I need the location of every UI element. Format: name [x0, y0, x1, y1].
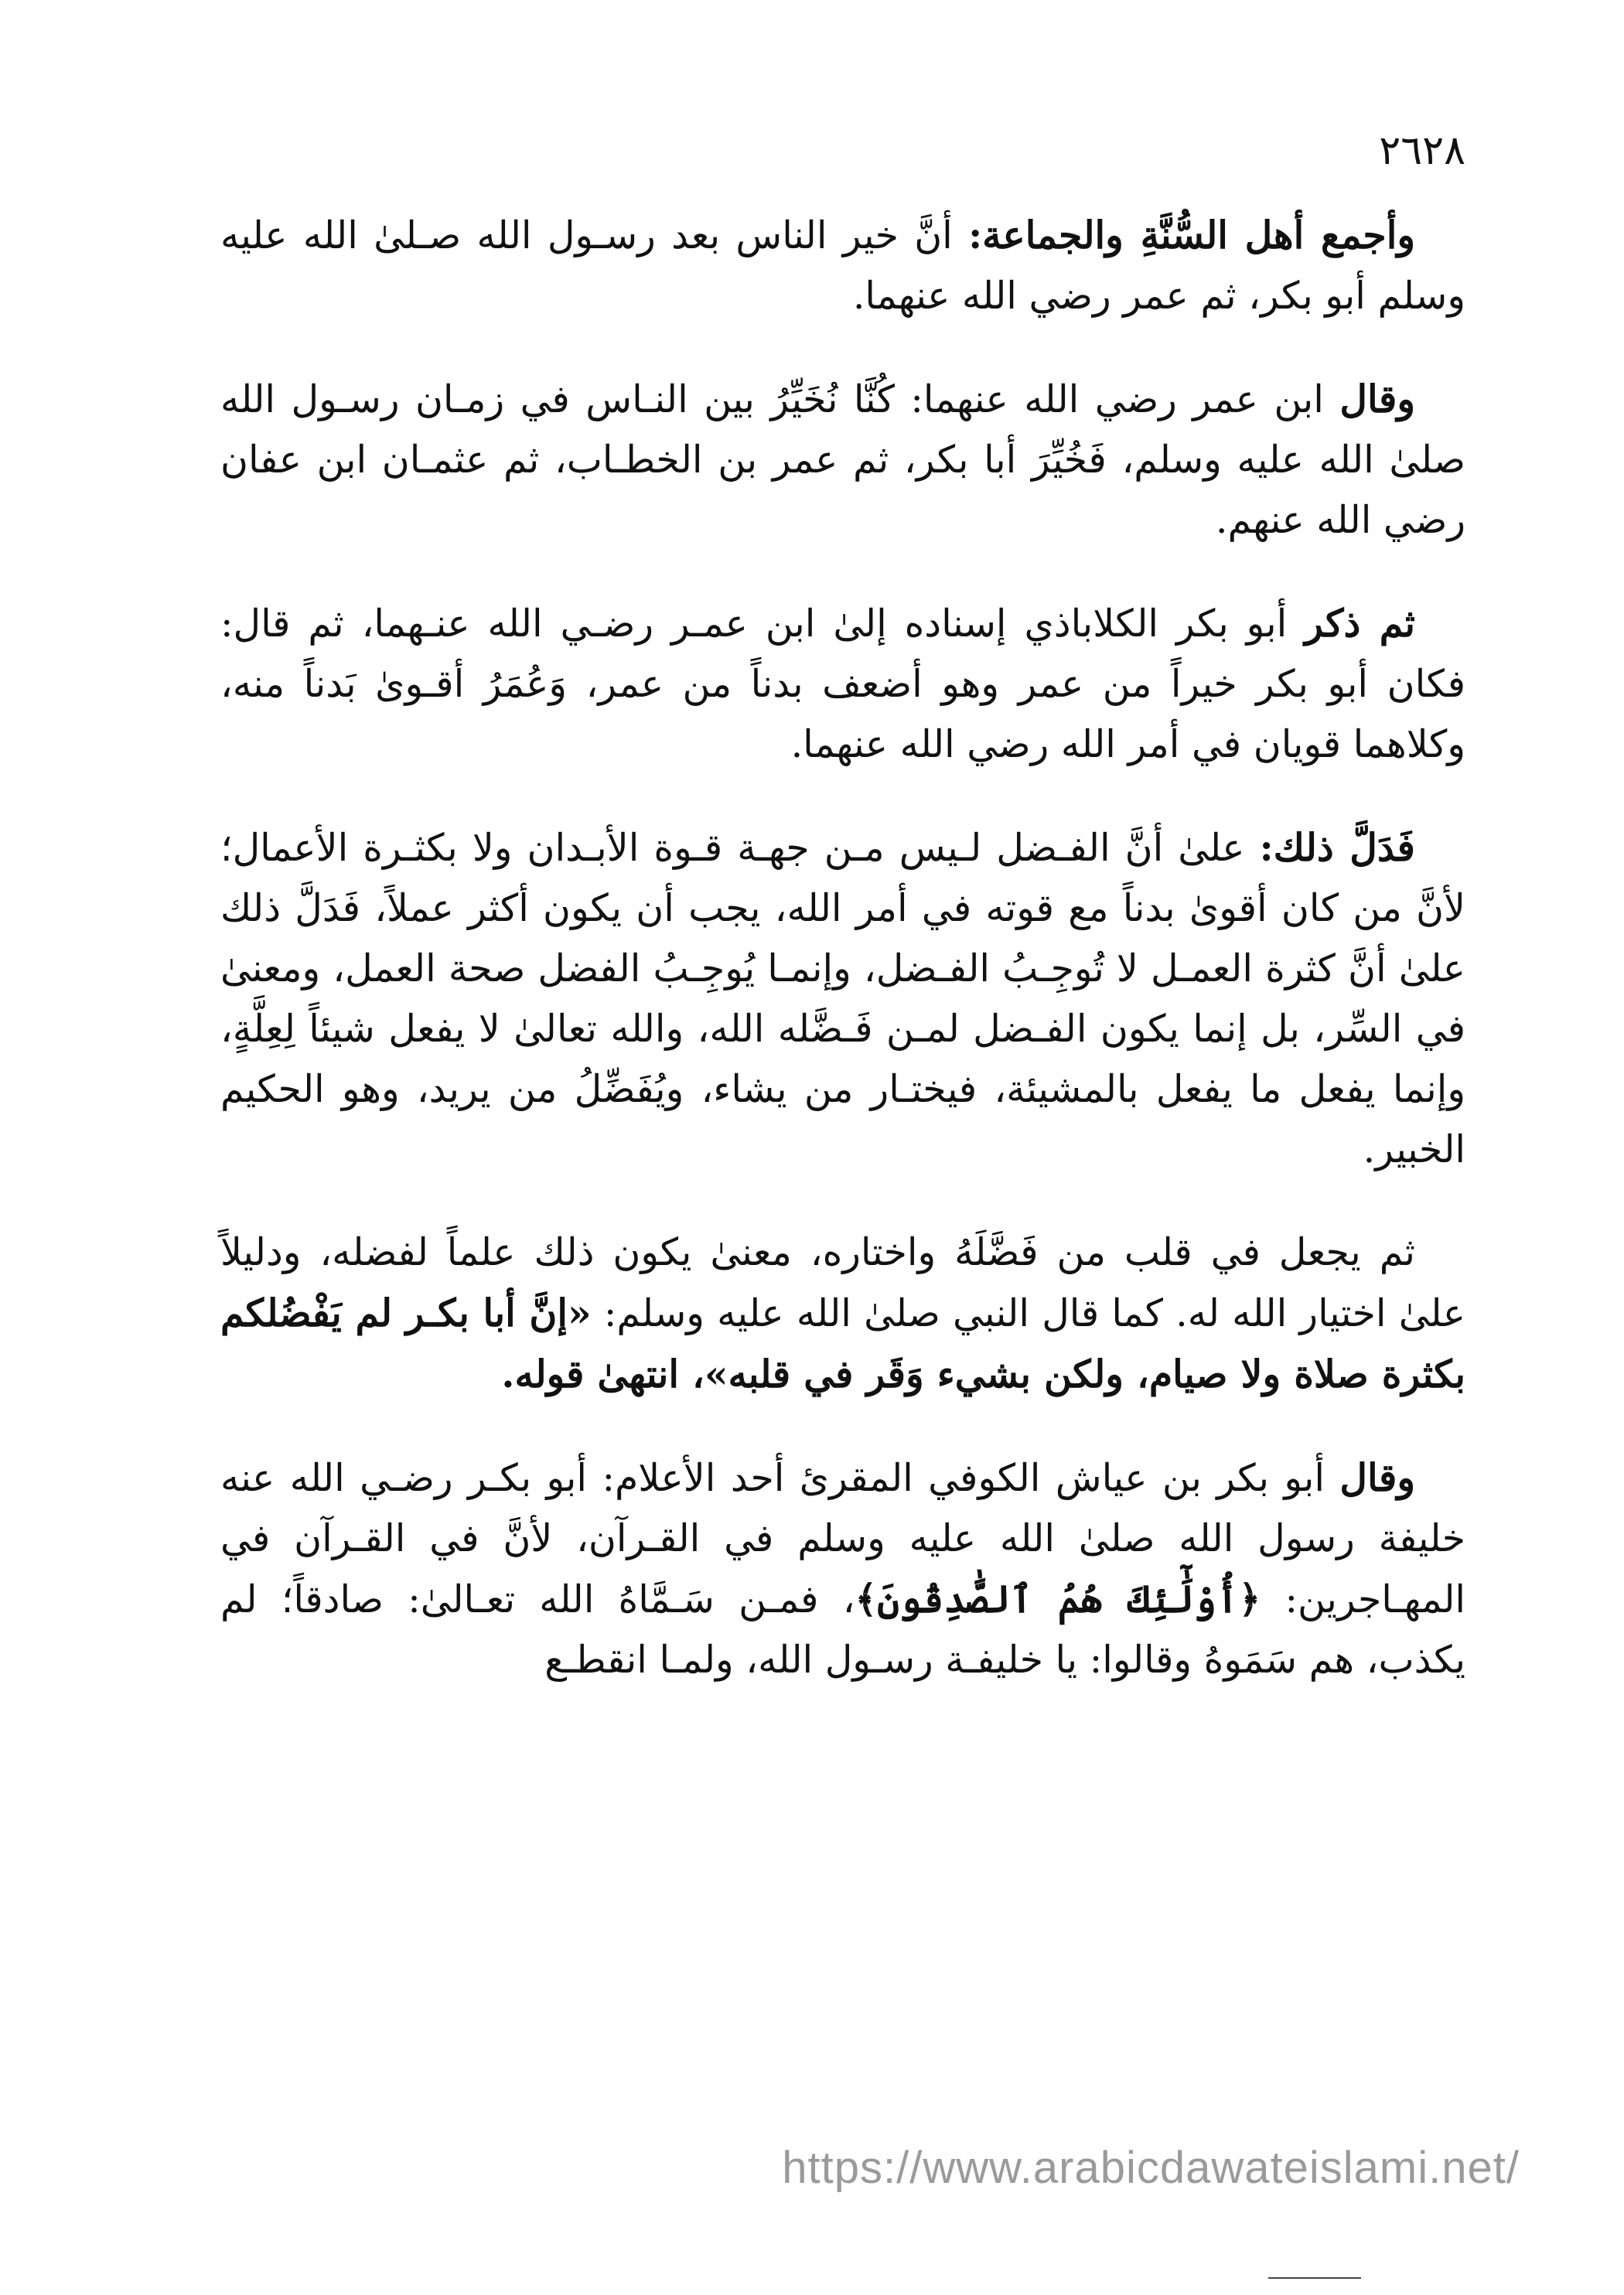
paragraph-text: علىٰ أنَّ الفـضل لـيس مـن جهـة قـوة الأبـدان ولا بكثـرة الأعمال؛ لأنَّ من كان أقوىٰ بدناً مع قوته في أمر الله، يجب أن يكون أكثر عملاً، فَدَلَّ ذلك علىٰ أنَّ كثرة العمـل لا تُوجِـبُ الفـضل، وإنمـا يُوجِـبُ الفضل صحة العمل، ومعنىٰ في السِّر، بل إنما يكون الفـضل لمـن فَـضَّله الله، والله تعالىٰ لا يفعل شيئاً لِعِلَّةٍ، وإنما يفعل ما يفعل بالمشيئة، فيختـار من يشاء، ويُفَضِّلُ من يريد، وهو الحكيم الخبير. — [220, 826, 1465, 1171]
paragraph-lead: وقال — [1339, 377, 1415, 421]
page-number: ٢٦٢٨ — [1379, 128, 1465, 174]
paragraph-text: ثم يجعل في قلب من فَضَّلَهُ واختاره، معنىٰ يكون ذلك علماً لفضله، ودليلاً علىٰ اختيار الله له. كما قال النبي صلىٰ الله عليه وسلم: — [220, 1230, 1465, 1335]
paragraph-abu-bakr-ayyash — [220, 1448, 1465, 1690]
body-text — [220, 205, 1465, 1733]
paragraph-hadith — [220, 1223, 1465, 1405]
paragraph-text: أنَّ خير الناس بعد رسـول الله صـلىٰ الله عليه وسلم أبو بكر، ثم عمر رضي الله عنهما. — [220, 213, 1465, 318]
footer-divider — [1268, 2277, 1361, 2279]
paragraph-virtue — [220, 817, 1465, 1180]
paragraph-tail: ، فمـن سَـمَّاهُ الله تعـالىٰ: صادقاً؛ لم يكذب، هم سَمَوهُ وقالوا: يا خليفـة رسـول الله، ولمـا انقطـع — [220, 1577, 1465, 1682]
paragraph-lead: وقال — [1339, 1455, 1415, 1500]
paragraph-ibn-umar — [220, 369, 1465, 551]
paragraph-lead: وأجمع أهل السُّنَّةِ والجماعة: — [968, 213, 1415, 257]
hadith-quote: «إنَّ أبا بكـر لم يَفْضُلكم بكثرة صلاة ولا صيام، ولكن بشيء وَقَر في قلبه» — [220, 1291, 1465, 1396]
paragraph-lead: فَدَلَّ ذلك: — [1259, 825, 1415, 870]
paragraph-kalabadhi — [220, 593, 1465, 775]
paragraph-lead: ثم ذكر — [1305, 601, 1415, 646]
footer-url: https://www.arabicdawateislami.net/ — [782, 2143, 1520, 2193]
paragraph-text: أبو بكر الكلاباذي إسناده إلىٰ ابن عمـر رضـي الله عنـهما، ثم قال: فكان أبو بكر خيراً من عمر وهو أضعف بدناً من عمر، وَعُمَرُ أقـوىٰ بَدناً منه، وكلاهما قويان في أمر الله رضي الله عنهما. — [220, 602, 1465, 766]
quran-verse: ﴿أُوْلَٰٓئِكَ هُمُ ٱلصَّٰدِقُونَ﴾ — [855, 1577, 1261, 1622]
paragraph-text: أبو بكر بن عياش الكوفي المقرئ أحد الأعلام: أبو بكـر رضـي الله عنه خليفة رسول الله صلىٰ الله عليه وسلم في القـرآن، لأنَّ في القـرآن في المهـاجرين: — [220, 1456, 1466, 1622]
paragraph-consensus — [220, 205, 1465, 326]
paragraph-text: ابن عمر رضي الله عنهما: كُنَّا نُخَيِّرُ بين النـاس في زمـان رسـول الله صلىٰ الله عليه وسلم، فَخُيِّرَ أبا بكر، ثم عمر بن الخطـاب، ثم عثمـان ابن عفان رضي الله عنهم. — [220, 377, 1465, 542]
paragraph-tail: ، انتهىٰ قوله. — [501, 1352, 705, 1396]
